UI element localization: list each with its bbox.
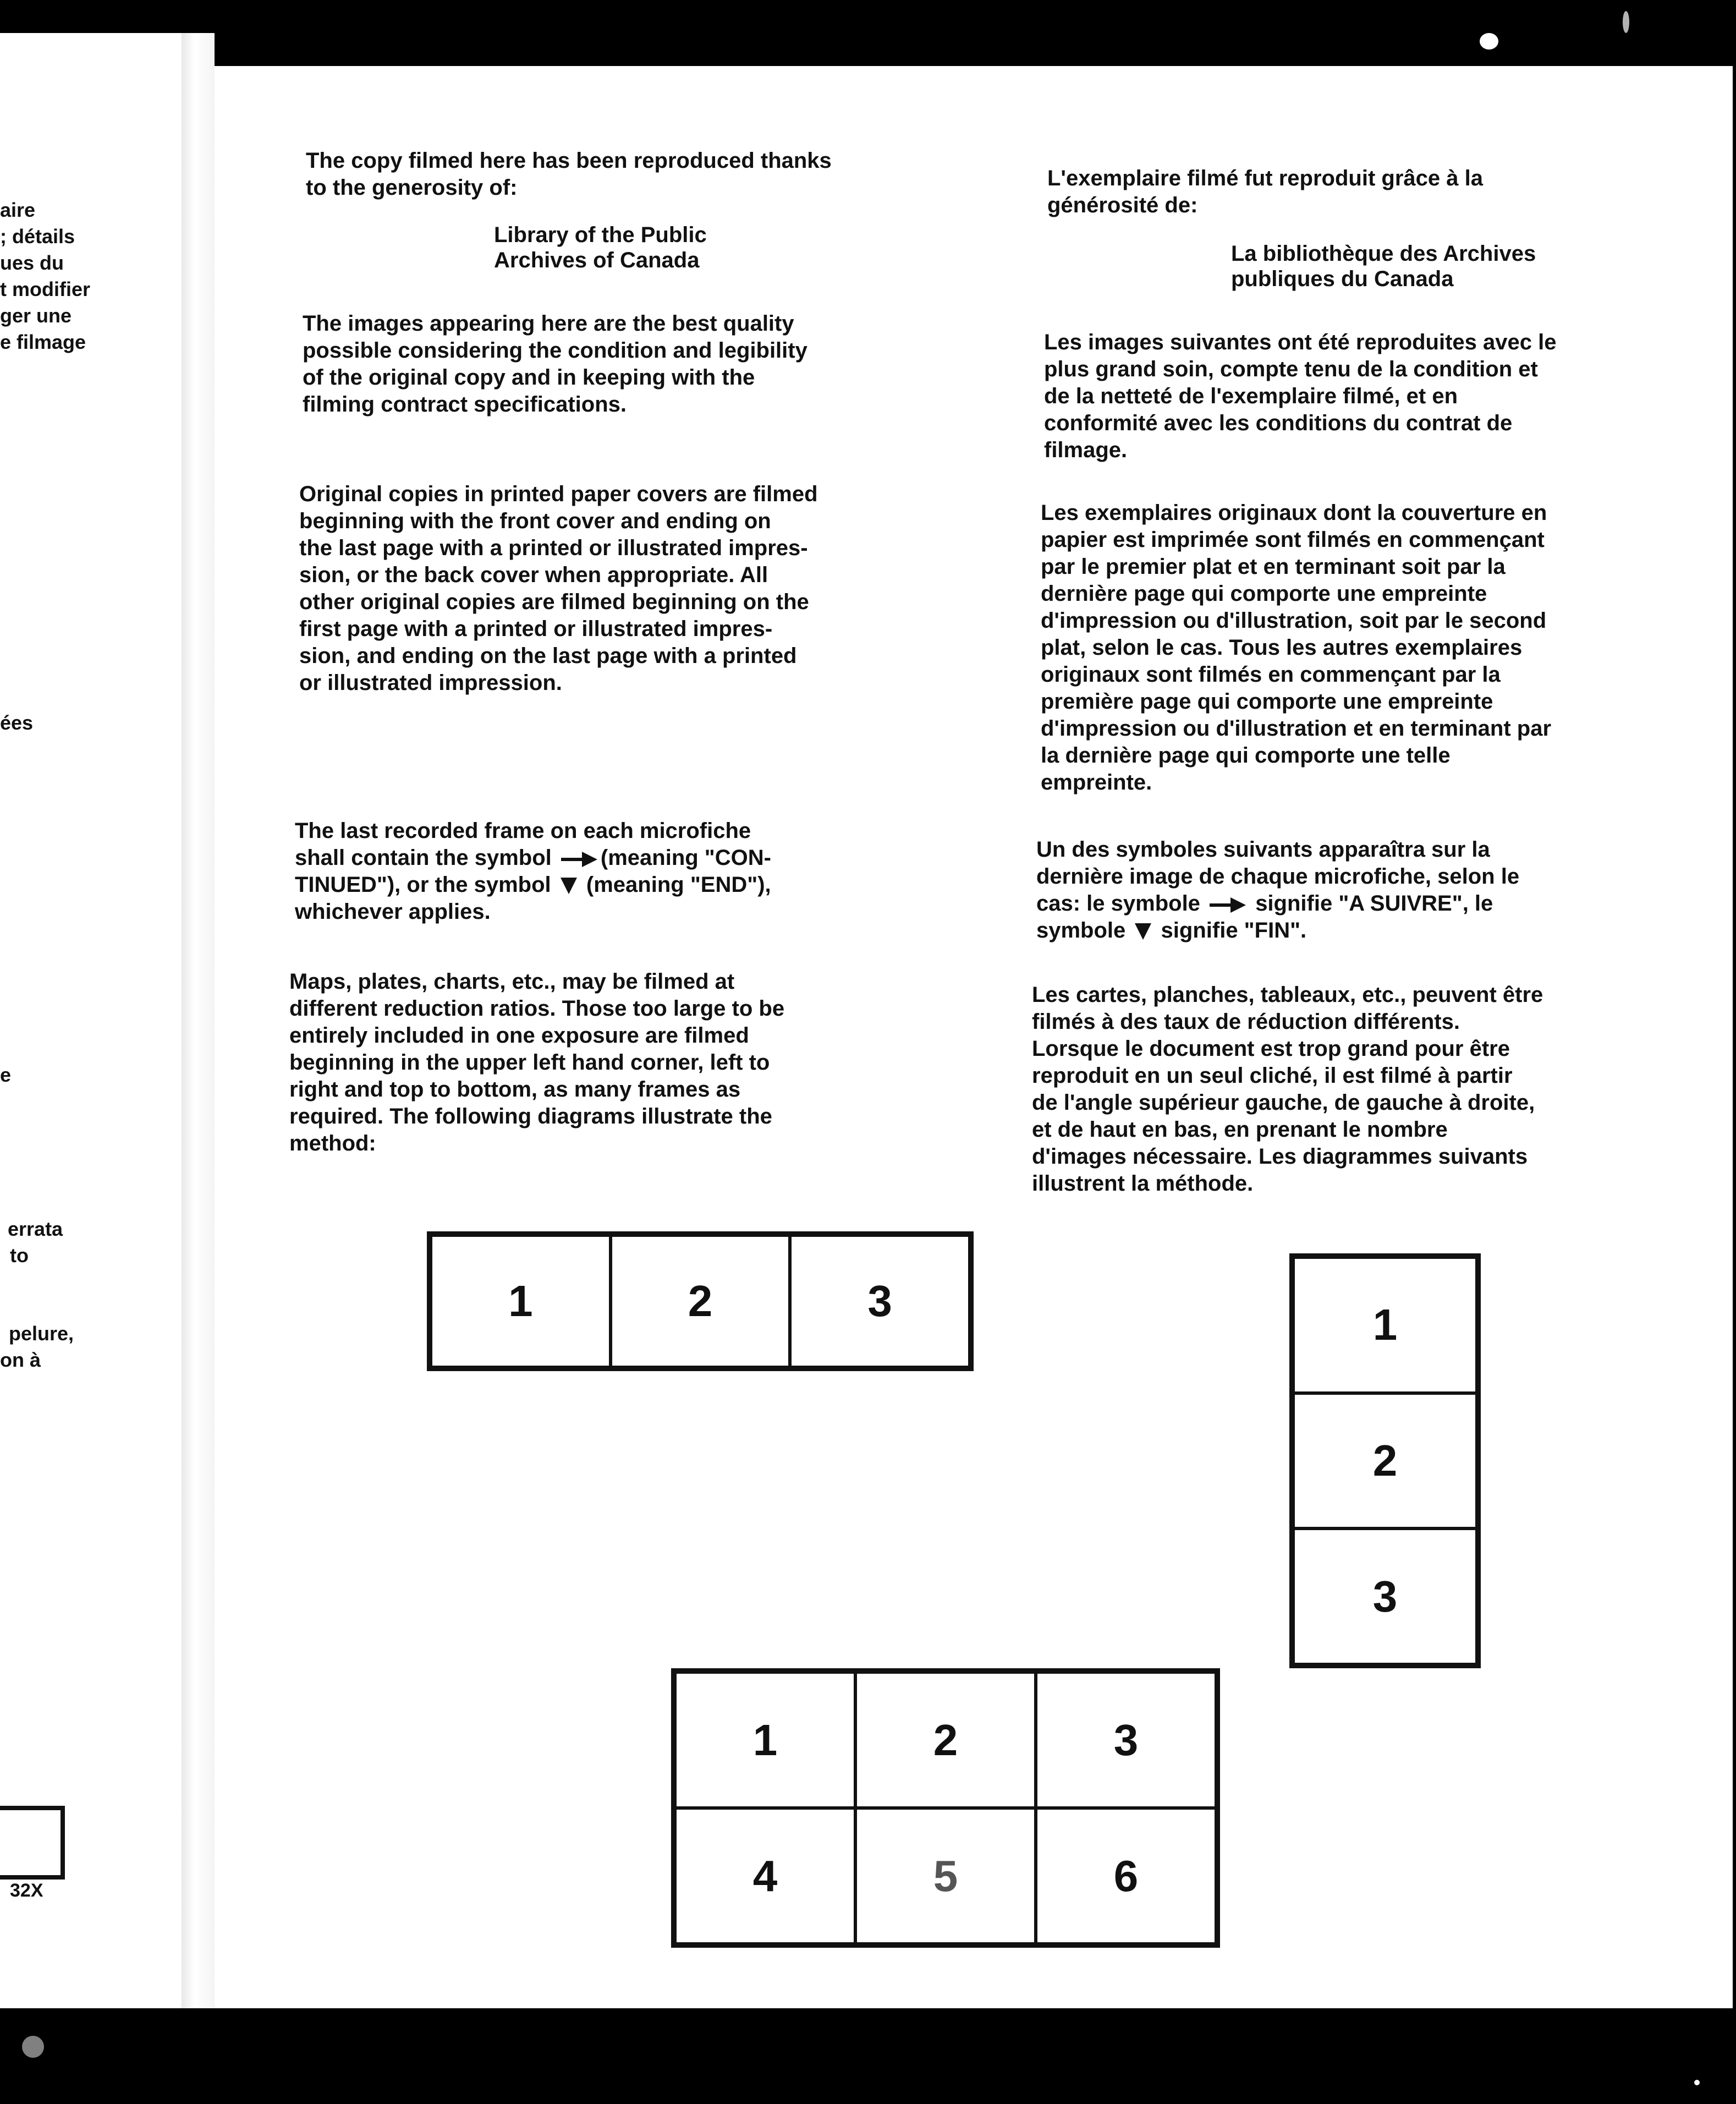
scan-speck xyxy=(1623,11,1629,33)
diagram-horizontal xyxy=(427,1231,974,1371)
triangle-end-icon xyxy=(561,878,577,894)
left-fragment: t modifier xyxy=(0,278,91,300)
scan-speck xyxy=(1480,33,1498,50)
left-fragment: ues du xyxy=(0,251,64,274)
frame-cell: 1 xyxy=(675,1672,855,1808)
left-fragment: ; détails xyxy=(0,225,75,248)
frame-cell: 4 xyxy=(675,1808,855,1944)
right-page xyxy=(215,66,1733,2008)
frame-cell: 3 xyxy=(1036,1672,1216,1808)
originals-en: Original copies in printed paper covers are filmed beginning with the front cover and ending on the last page with a printed or illustrated impres- sion, or the back cover when appropriate. All other original copies are filmed beginning on the first page with a printed or illustrated impres- sion, and ending on the last page with a printed or illustrated impression. xyxy=(299,482,818,695)
maps-en: Maps, plates, charts, etc., may be filmed at different reduction ratios. Those too large to be entirely included in one exposure are filmed beginning in the upper left hand corner, left to right and top to bottom, as many frames as required. The following diagrams illustrate the method: xyxy=(289,969,785,1155)
diagram-vertical xyxy=(1289,1253,1481,1668)
frame-cell: 5 xyxy=(855,1808,1036,1944)
arrow-continued-icon xyxy=(561,854,597,864)
left-page xyxy=(0,33,182,2008)
originals-fr: Les exemplaires originaux dont la couverture en papier est imprimée sont filmés en commençant par le premier plat et en terminant soit par la dernière page qui comporte une empreinte d'impression ou d'illustration, soit par le second plat, selon le cas. Tous les autres exemplaires originaux sont filmés en commençant par la première page qui comporte une empreinte d'impression ou d'illustration et en terminant par la dernière page qui comporte une telle empreinte. xyxy=(1041,501,1552,795)
symbols-fr: Un des symboles suivants apparaîtra sur la dernière image de chaque microfiche, selon le cas: le symbole signifie "A SUIVRE", le symbole signifie "FIN". xyxy=(1036,837,1520,943)
triangle-end-icon xyxy=(1135,923,1151,940)
acknowledgement-fr: L'exemplaire filmé fut reproduit grâce à la générosité de: xyxy=(1047,166,1483,217)
quality-fr: Les images suivantes ont été reproduites avec le plus grand soin, compte tenu de la condition et de la netteté de l'exemplaire filmé, et en conformité avec les conditions du contrat de filmage. xyxy=(1044,330,1557,462)
frame-cell: 2 xyxy=(611,1235,790,1367)
page-fold xyxy=(182,33,215,2008)
left-fragment: pelure, xyxy=(9,1322,74,1345)
symbols-en: The last recorded frame on each microfiche shall contain the symbol (meaning "CON- TINUED"), or the symbol (meaning "END"), whichever applies. xyxy=(295,819,771,924)
frame-cell: 2 xyxy=(855,1672,1036,1808)
institution-en: Library of the Public Archives of Canada xyxy=(494,223,707,272)
maps-fr: Les cartes, planches, tableaux, etc., peuvent être filmés à des taux de réduction différents. Lorsque le document est trop grand pour être reproduit en un seul cliché, il est filmé à partir de l'angle supérieur gauche, de gauche à droite, et de haut en bas, en prenant le nombre d'images nécessaire. Les diagrammes suivants illustrent la méthode. xyxy=(1032,983,1543,1196)
frame-cell: 3 xyxy=(1293,1528,1477,1664)
left-fragment: errata xyxy=(8,1218,63,1240)
left-fragment: ger une xyxy=(0,304,72,327)
frame-cell: 2 xyxy=(1293,1393,1477,1529)
left-fragment: aire xyxy=(0,199,36,221)
frame-cell: 1 xyxy=(431,1235,611,1367)
frame-cell: 1 xyxy=(1293,1257,1477,1393)
reduction-target-box xyxy=(0,1806,65,1880)
left-fragment: e filmage xyxy=(0,331,86,353)
scan-speck xyxy=(1694,2080,1700,2085)
reduction-label: 32X xyxy=(10,1880,43,1901)
left-fragment: e xyxy=(0,1064,12,1086)
left-fragment: to xyxy=(10,1244,29,1267)
acknowledgement-en: The copy filmed here has been reproduced thanks to the generosity of: xyxy=(306,149,832,200)
arrow-continued-icon xyxy=(1210,900,1246,909)
frame-cell: 3 xyxy=(790,1235,970,1367)
scan-speck xyxy=(22,2036,44,2058)
left-fragment: on à xyxy=(0,1349,41,1371)
diagram-grid xyxy=(671,1668,1220,1948)
left-fragment: ées xyxy=(0,711,34,734)
institution-fr: La bibliothèque des Archives publiques du Canada xyxy=(1231,242,1536,291)
scan-speck xyxy=(1711,1750,1716,1755)
quality-en: The images appearing here are the best quality possible considering the condition and legibility of the original copy and in keeping with the filming contract specifications. xyxy=(303,311,807,417)
frame-cell: 6 xyxy=(1036,1808,1216,1944)
